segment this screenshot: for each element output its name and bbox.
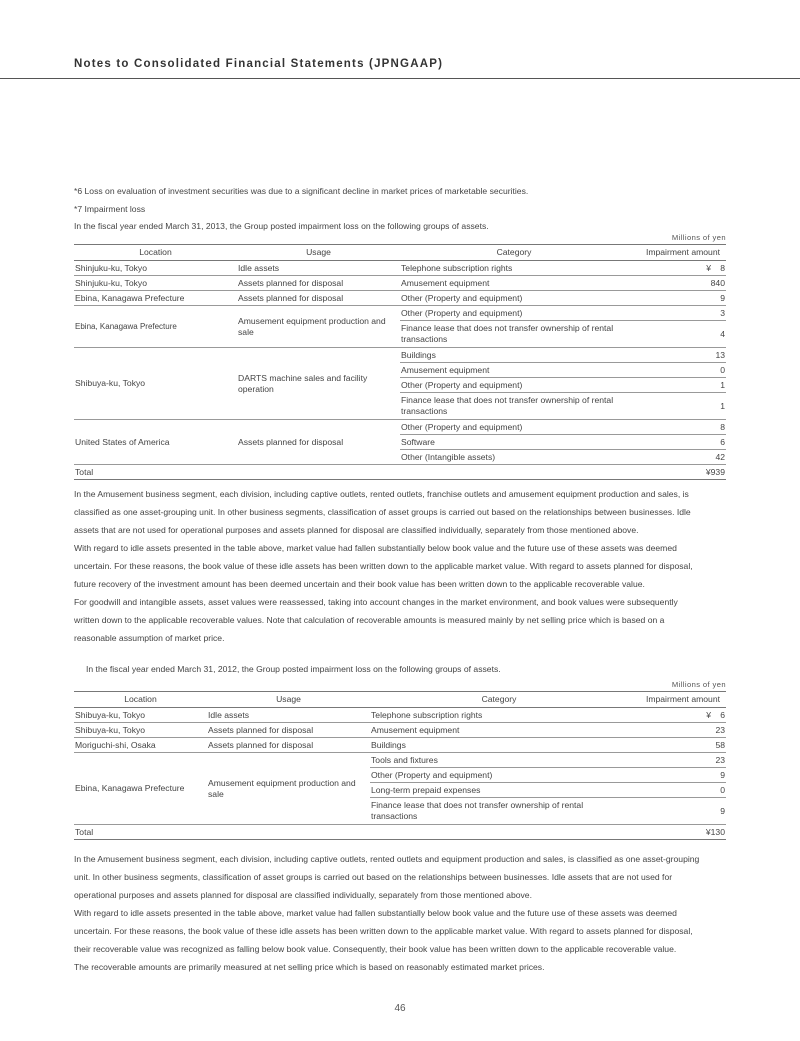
col-location: Location bbox=[74, 692, 207, 708]
total-amount: ¥130 bbox=[628, 825, 726, 840]
amount-cell: 1 bbox=[628, 393, 726, 420]
amount-cell: 0 bbox=[628, 783, 726, 798]
usage-cell: Amusement equipment production and sale bbox=[207, 753, 370, 825]
location-cell: Shibuya-ku, Tokyo bbox=[74, 348, 237, 420]
paragraph-line: classified as one asset-grouping unit. In other business segments, classification of asset groups is carried out based on the relationships between businesses. Idle bbox=[74, 507, 691, 517]
col-usage: Usage bbox=[237, 245, 400, 261]
col-usage: Usage bbox=[207, 692, 370, 708]
category-cell: Amusement equipment bbox=[370, 723, 628, 738]
amount-cell bbox=[628, 708, 726, 723]
amount-cell: 23 bbox=[628, 753, 726, 768]
table-row bbox=[74, 723, 726, 738]
paragraph-line: their recoverable value was recognized as falling below book value. Consequently, their book value has been written down to the applicable recoverable value. bbox=[74, 944, 677, 954]
amount-cell: 42 bbox=[628, 450, 726, 465]
total-label: Total bbox=[74, 465, 628, 480]
table-row bbox=[74, 261, 726, 276]
amount-cell: 23 bbox=[628, 723, 726, 738]
amount-cell: 3 bbox=[628, 306, 726, 321]
usage-cell: DARTS machine sales and facility operation bbox=[237, 348, 400, 420]
page-header bbox=[0, 58, 800, 78]
yen-symbol: ¥ bbox=[706, 709, 711, 720]
impairment-table-2012 bbox=[74, 691, 726, 840]
table-row bbox=[74, 291, 726, 306]
category-cell: Amusement equipment bbox=[400, 276, 628, 291]
amount-cell: 9 bbox=[628, 291, 726, 306]
category-cell: Buildings bbox=[400, 348, 628, 363]
table-row bbox=[74, 738, 726, 753]
unit-label-2013: Millions of yen bbox=[671, 233, 726, 242]
usage-cell: Assets planned for disposal bbox=[207, 738, 370, 753]
fy2013-intro: In the fiscal year ended March 31, 2013, the Group posted impairment loss on the following groups of assets. bbox=[74, 221, 489, 231]
category-cell: Amusement equipment bbox=[400, 363, 628, 378]
category-cell: Other (Property and equipment) bbox=[400, 291, 628, 306]
paragraph-line: assets that are not used for operational purposes and assets planned for disposal are classified individually, separately from those mentioned above. bbox=[74, 525, 639, 535]
category-cell: Other (Property and equipment) bbox=[400, 378, 628, 393]
category-cell: Software bbox=[400, 435, 628, 450]
amount-cell: 58 bbox=[628, 738, 726, 753]
usage-cell: Assets planned for disposal bbox=[207, 723, 370, 738]
amount-cell: 1 bbox=[628, 378, 726, 393]
paragraph-line: In the Amusement business segment, each division, including captive outlets, rented outlets, franchise outlets and amusement equipment production and sales, is bbox=[74, 489, 689, 499]
total-amount: ¥939 bbox=[628, 465, 726, 480]
col-category: Category bbox=[400, 245, 628, 261]
col-amount: Impairment amount bbox=[628, 692, 726, 708]
paragraph-line: uncertain. For these reasons, the book value of these idle assets has been written down to the applicable market value. With regard to assets planned for disposal, bbox=[74, 561, 693, 571]
total-label: Total bbox=[74, 825, 628, 840]
amount-cell: 8 bbox=[628, 420, 726, 435]
amount-cell: 13 bbox=[628, 348, 726, 363]
table-row bbox=[74, 420, 726, 435]
header-rule bbox=[0, 78, 800, 79]
category-cell: Finance lease that does not transfer ownership of rental transactions bbox=[370, 798, 628, 825]
usage-cell: Idle assets bbox=[207, 708, 370, 723]
paragraph-line: uncertain. For these reasons, the book value of these idle assets has been written down to the applicable market value. With regard to assets planned for disposal, bbox=[74, 926, 693, 936]
location-cell: Shibuya-ku, Tokyo bbox=[74, 708, 207, 723]
col-location: Location bbox=[74, 245, 237, 261]
category-cell: Buildings bbox=[370, 738, 628, 753]
table-row bbox=[74, 306, 726, 321]
location-cell: Shinjuku-ku, Tokyo bbox=[74, 276, 237, 291]
page-number: 46 bbox=[394, 1003, 406, 1014]
location-cell: Moriguchi-shi, Osaka bbox=[74, 738, 207, 753]
amount-value: 8 bbox=[720, 262, 725, 273]
category-cell: Other (Property and equipment) bbox=[370, 768, 628, 783]
table-row bbox=[74, 753, 726, 768]
location-cell: Shinjuku-ku, Tokyo bbox=[74, 261, 237, 276]
amount-cell: 840 bbox=[628, 276, 726, 291]
fy2012-intro: In the fiscal year ended March 31, 2012, the Group posted impairment loss on the following groups of assets. bbox=[86, 664, 501, 674]
category-cell: Other (Intangible assets) bbox=[400, 450, 628, 465]
note-7-title: *7 Impairment loss bbox=[74, 204, 146, 214]
category-cell: Telephone subscription rights bbox=[400, 261, 628, 276]
col-amount: Impairment amount bbox=[628, 245, 726, 261]
category-cell: Finance lease that does not transfer ownership of rental transactions bbox=[400, 321, 628, 348]
usage-cell: Assets planned for disposal bbox=[237, 276, 400, 291]
location-cell: Ebina, Kanagawa Prefecture bbox=[74, 306, 237, 348]
location-cell: United States of America bbox=[74, 420, 237, 465]
table-row bbox=[74, 708, 726, 723]
location-cell: Shibuya-ku, Tokyo bbox=[74, 723, 207, 738]
category-cell: Tools and fixtures bbox=[370, 753, 628, 768]
location-cell: Ebina, Kanagawa Prefecture bbox=[74, 753, 207, 825]
amount-cell bbox=[628, 261, 726, 276]
paragraph-2012 bbox=[74, 850, 734, 976]
paragraph-line: With regard to idle assets presented in the table above, market value had fallen substantially below book value and the future use of these assets was deemed bbox=[74, 543, 677, 553]
table-header-row bbox=[74, 692, 726, 708]
usage-cell: Idle assets bbox=[237, 261, 400, 276]
paragraph-line: unit. In other business segments, classification of asset groups is carried out based on the relationships between businesses. Idle assets that are not used for bbox=[74, 872, 673, 882]
amount-cell: 6 bbox=[628, 435, 726, 450]
amount-cell: 9 bbox=[628, 798, 726, 825]
paragraph-2013 bbox=[74, 485, 734, 647]
usage-cell: Assets planned for disposal bbox=[237, 420, 400, 465]
paragraph-line: reasonable assumption of market price. bbox=[74, 633, 225, 643]
impairment-table-2013 bbox=[74, 244, 726, 480]
amount-value: 6 bbox=[720, 709, 725, 720]
yen-symbol: ¥ bbox=[706, 262, 711, 273]
paragraph-line: written down to the applicable recoverable values. Note that calculation of recoverable amounts is measured mainly by net selling price which is based on a bbox=[74, 615, 665, 625]
paragraph-line: The recoverable amounts are primarily measured at net selling price which is based on reasonably estimated market prices. bbox=[74, 962, 545, 972]
category-cell: Other (Property and equipment) bbox=[400, 420, 628, 435]
amount-cell: 9 bbox=[628, 768, 726, 783]
category-cell: Finance lease that does not transfer ownership of rental transactions bbox=[400, 393, 628, 420]
unit-label-2012: Millions of yen bbox=[671, 680, 726, 689]
amount-cell: 0 bbox=[628, 363, 726, 378]
paragraph-line: With regard to idle assets presented in the table above, market value had fallen substantially below book value and the future use of these assets was deemed bbox=[74, 908, 677, 918]
usage-cell: Amusement equipment production and sale bbox=[237, 306, 400, 348]
paragraph-line: For goodwill and intangible assets, asset values were reassessed, taking into account changes in the market environment, and book values were subsequently bbox=[74, 597, 678, 607]
location-cell: Ebina, Kanagawa Prefecture bbox=[74, 291, 237, 306]
table-row bbox=[74, 348, 726, 363]
total-row bbox=[74, 825, 726, 840]
note-6: *6 Loss on evaluation of investment securities was due to a significant decline in market prices of marketable securities. bbox=[74, 186, 529, 196]
paragraph-line: future recovery of the investment amount has been deemed uncertain and their book value has been written down to the applicable recoverable value. bbox=[74, 579, 645, 589]
paragraph-line: In the Amusement business segment, each division, including captive outlets, rented outlets and equipment production and sales, is classified as one asset-grouping bbox=[74, 854, 700, 864]
page-title: Notes to Consolidated Financial Statements (JPNGAAP) bbox=[74, 58, 444, 70]
col-category: Category bbox=[370, 692, 628, 708]
category-cell: Long-term prepaid expenses bbox=[370, 783, 628, 798]
total-row bbox=[74, 465, 726, 480]
amount-cell: 4 bbox=[628, 321, 726, 348]
table-header-row bbox=[74, 245, 726, 261]
category-cell: Other (Property and equipment) bbox=[400, 306, 628, 321]
paragraph-line: operational purposes and assets planned for disposal are classified individually, separately from those mentioned above. bbox=[74, 890, 532, 900]
category-cell: Telephone subscription rights bbox=[370, 708, 628, 723]
table-row bbox=[74, 276, 726, 291]
usage-cell: Assets planned for disposal bbox=[237, 291, 400, 306]
